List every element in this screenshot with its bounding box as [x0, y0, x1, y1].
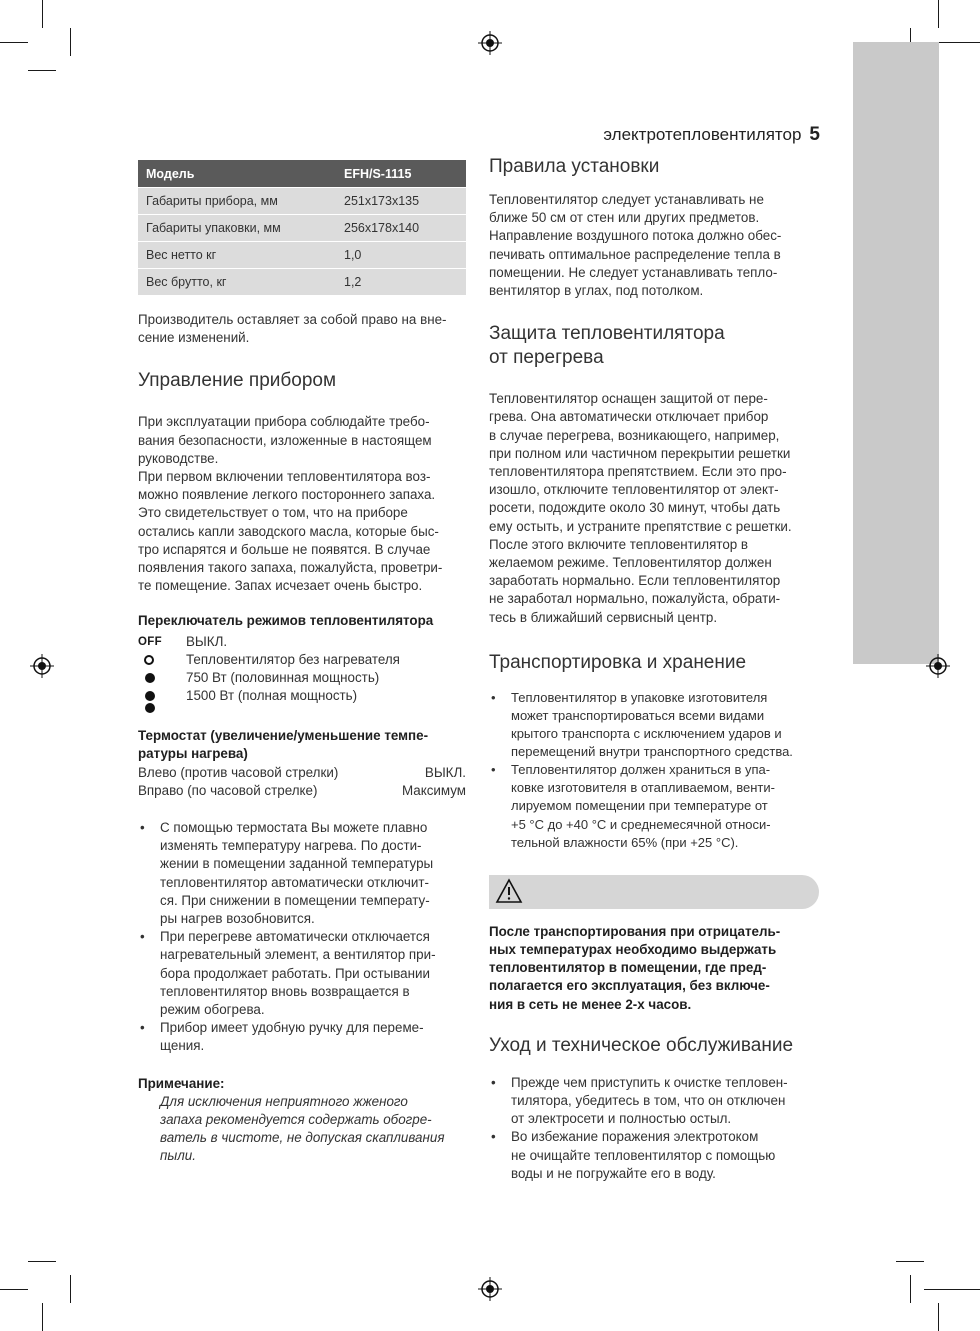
dot-icon [138, 669, 168, 687]
header-title: электротепловентилятор [603, 125, 802, 144]
two-dots-icon [138, 687, 168, 717]
text-line: ных температурах необходимо выдержать [489, 941, 777, 957]
mode-list [138, 633, 466, 718]
text-line: не очищайте тепловентилятор с помощью [511, 1147, 776, 1163]
text-line: крытого транспорта с исключением ударов и [511, 726, 782, 742]
list-item [138, 928, 466, 1019]
text-line: Производитель оставляет за собой право на вне- [138, 312, 447, 327]
text-line: При перегреве автоматически отключается [160, 929, 430, 945]
text-line: появления такого запаха, пожалуйста, проветри- [138, 560, 443, 576]
text-line: +5 °С до +40 °С и среднемесячной относи- [511, 816, 771, 832]
switch-title: Переключатель режимов тепловентилятора [138, 613, 434, 629]
text-line: ния в сеть не менее 2-х часов. [489, 996, 692, 1012]
mode-label: 750 Вт (половинная мощность) [186, 670, 380, 686]
specs-header-row [138, 160, 466, 188]
text-line: помещении. Не следует устанавливать тепло- [489, 264, 778, 280]
specs-header-value: EFH/S-1115 [336, 160, 466, 188]
text-line: при полном или частичном перекрытии решетки [489, 445, 791, 461]
text-line: запаха рекомендуется содержать обогре- [160, 1112, 432, 1128]
specs-header-model: Модель [138, 160, 336, 188]
mode-label: Тепловентилятор без нагревателя [186, 651, 400, 667]
text-line: После этого включите тепловентилятор в [489, 536, 749, 552]
list-item [489, 761, 819, 851]
warning-bar-background [489, 875, 819, 909]
table-row [138, 188, 466, 215]
table-cell: 251x173x135 [336, 188, 466, 215]
text-line: грева. Она автоматически отключает прибор [489, 409, 769, 425]
specs-table [138, 160, 466, 295]
mode-fan [138, 651, 466, 669]
text-line: режим обогрева. [160, 1002, 265, 1018]
thermo-value: ВЫКЛ. [424, 764, 466, 780]
warning-triangle-icon [495, 878, 523, 904]
registration-mark-icon [30, 654, 54, 678]
text-line: бора продолжает работать. При остывании [160, 965, 430, 981]
text-line: нагревательный элемент, а вентилятор при- [160, 947, 436, 963]
ring-icon [138, 651, 168, 669]
text-line: тепловентилятор в помещении, где пред- [489, 960, 767, 976]
off-symbol: OFF [138, 635, 162, 648]
disclaimer-text [138, 311, 466, 347]
table-cell: Вес нетто кг [138, 242, 336, 269]
overheat-text [489, 390, 819, 627]
section-title-care: Уход и техническое обслуживание [489, 1034, 794, 1056]
text-line: щения. [160, 1038, 205, 1054]
text-line: можно появление легкого постороннего запаха. [138, 487, 436, 503]
text-line: Тепловентилятор следует устанавливать не [489, 192, 764, 207]
text-line: остались капли заводского масла, которые быс- [138, 523, 439, 539]
text-line: Для исключения неприятного жженого [160, 1093, 408, 1109]
table-cell: Габариты прибора, мм [138, 188, 336, 215]
text-line: пыли. [160, 1148, 196, 1164]
text-line: тесь в ближайший сервисный центр. [489, 609, 718, 625]
thermo-value: Максимум [401, 782, 466, 798]
list-item [138, 1019, 466, 1055]
note-text [138, 1093, 466, 1166]
table-cell: 256x178x140 [336, 215, 466, 242]
text-line: не заработал нормально, пожалуйста, обрати- [489, 591, 781, 607]
text-line: тепловентилятора препятствием. Если это про- [489, 464, 787, 480]
text-line: лируемом помещении при температуре от [511, 798, 768, 814]
text-line: вентилятор в углах, под потолком. [489, 283, 704, 299]
running-header [603, 124, 820, 146]
registration-mark-icon [926, 654, 950, 678]
list-item [138, 819, 466, 928]
text-line: изошло, отключите тепловентилятор от элект- [489, 482, 779, 498]
text-line: от электросети и полностью остыл. [511, 1111, 732, 1127]
text-line: ближе 50 см от стен или других предметов. [489, 210, 760, 226]
mode-full [138, 687, 466, 717]
text-line: Во избежание поражения электротоком [511, 1129, 759, 1145]
side-tab [853, 42, 939, 664]
thermo-row-left [138, 764, 466, 782]
section-title-transport: Транспортировка и хранение [489, 651, 747, 673]
mode-label: 1500 Вт (полная мощность) [186, 688, 358, 704]
text-line: ему остыть, и устраните препятствие с решетки. [489, 518, 792, 534]
text-line: Термостат (увеличение/уменьшение темпе- [138, 728, 429, 744]
text-line: тро испарятся и больше не появятся. В случае [138, 541, 431, 557]
text-line: может транспортироваться всеми видами [511, 707, 765, 723]
section-title-control: Управление прибором [138, 370, 337, 392]
text-line: ся. При снижении в помещении температу- [160, 892, 430, 908]
note-title: Примечание: [138, 1075, 225, 1091]
page-number: 5 [809, 124, 820, 145]
table-cell: 1,2 [336, 269, 466, 296]
text-line: Прежде чем приступить к очистке тепловен- [511, 1074, 788, 1090]
install-text [489, 191, 819, 300]
section-title-overheat [489, 322, 819, 370]
text-line: изменять температуру нагрева. По дости- [160, 838, 422, 854]
warning-text [489, 923, 819, 1014]
text-line: Защита тепловентилятора [489, 323, 725, 345]
text-line: полагается его эксплуатация, без включе- [489, 978, 770, 994]
text-line: тепловентилятор вновь возвращается в [160, 983, 410, 999]
text-line: ватель в чистоте, не допуская скапливания [160, 1130, 445, 1146]
text-line: руководстве. [138, 450, 219, 466]
text-line: жении в помещении заданной температуры [160, 856, 434, 872]
text-line: Тепловентилятор в упаковке изготовителя [511, 689, 768, 705]
left-column [138, 160, 466, 1166]
text-line: С помощью термостата Вы можете плавно [160, 820, 428, 836]
text-line: Тепловентилятор оснащен защитой от пере- [489, 391, 768, 407]
mode-off [138, 633, 466, 651]
thermo-direction: Вправо (по часовой стрелке) [138, 782, 318, 798]
text-line: ковке изготовителя в отапливаемом, венти- [511, 780, 775, 796]
table-cell: Вес брутто, кг [138, 269, 336, 296]
mode-half [138, 669, 466, 687]
text-line: тельной влажности 65% (при +25 °С). [511, 834, 739, 850]
text-line: сение изменений. [138, 330, 250, 346]
text-line: При первом включении тепловентилятора воз- [138, 469, 431, 485]
table-cell: Габариты упаковки, мм [138, 215, 336, 242]
thermo-direction: Влево (против часовой стрелки) [138, 764, 339, 780]
text-line: печивать оптимальное распределение тепла в [489, 246, 781, 262]
text-line: вания безопасности, изложенные в настоящем [138, 432, 432, 448]
text-line: перемещений внутри транспортного средства. [511, 744, 793, 760]
mode-label: ВЫКЛ. [186, 633, 228, 649]
list-item [489, 1074, 819, 1129]
text-line: После транспортирования при отрицатель- [489, 923, 781, 939]
text-line: те помещение. Запах исчезает очень быстро. [138, 578, 423, 594]
text-line: заработать нормально. Если тепловентилятор [489, 573, 781, 589]
thermo-row-right [138, 782, 466, 800]
registration-mark-icon [478, 1277, 502, 1301]
list-item [489, 689, 819, 761]
table-cell: 1,0 [336, 242, 466, 269]
text-line: Тепловентилятор должен храниться в упа- [511, 762, 771, 778]
text-line: ратуры нагрева) [138, 746, 248, 762]
text-line: от перегрева [489, 347, 604, 369]
list-item [489, 1128, 819, 1183]
care-list [489, 1074, 819, 1183]
text-line: тилятора, убедитесь в том, что он отключен [511, 1092, 786, 1108]
text-line: воды и не погружайте его в воду. [511, 1165, 716, 1181]
text-line: тепловентилятор автоматически отключит- [160, 874, 429, 890]
text-line: желаемом режиме. Тепловентилятор должен [489, 555, 772, 571]
text-line: в случае перегрева, возникающего, например, [489, 427, 780, 443]
control-text [138, 413, 466, 595]
thermostat-title [138, 727, 466, 763]
text-line: росети, подождите около 30 минут, чтобы дать [489, 500, 781, 516]
section-title-install: Правила установки [489, 156, 660, 177]
text-line: При эксплуатации прибора соблюдайте требо- [138, 414, 430, 430]
table-row [138, 242, 466, 269]
text-line: Это свидетельствует о том, что на приборе [138, 505, 408, 521]
text-line: ры нагрев возобновится. [160, 911, 315, 927]
registration-mark-icon [478, 31, 502, 55]
warning-bar [489, 875, 819, 909]
table-row [138, 269, 466, 296]
right-column [489, 155, 819, 1183]
text-line: Направление воздушного потока должно обес- [489, 228, 782, 244]
text-line: Прибор имеет удобную ручку для переме- [160, 1020, 424, 1036]
transport-list [489, 689, 819, 852]
table-row [138, 215, 466, 242]
feature-list [138, 819, 466, 1056]
